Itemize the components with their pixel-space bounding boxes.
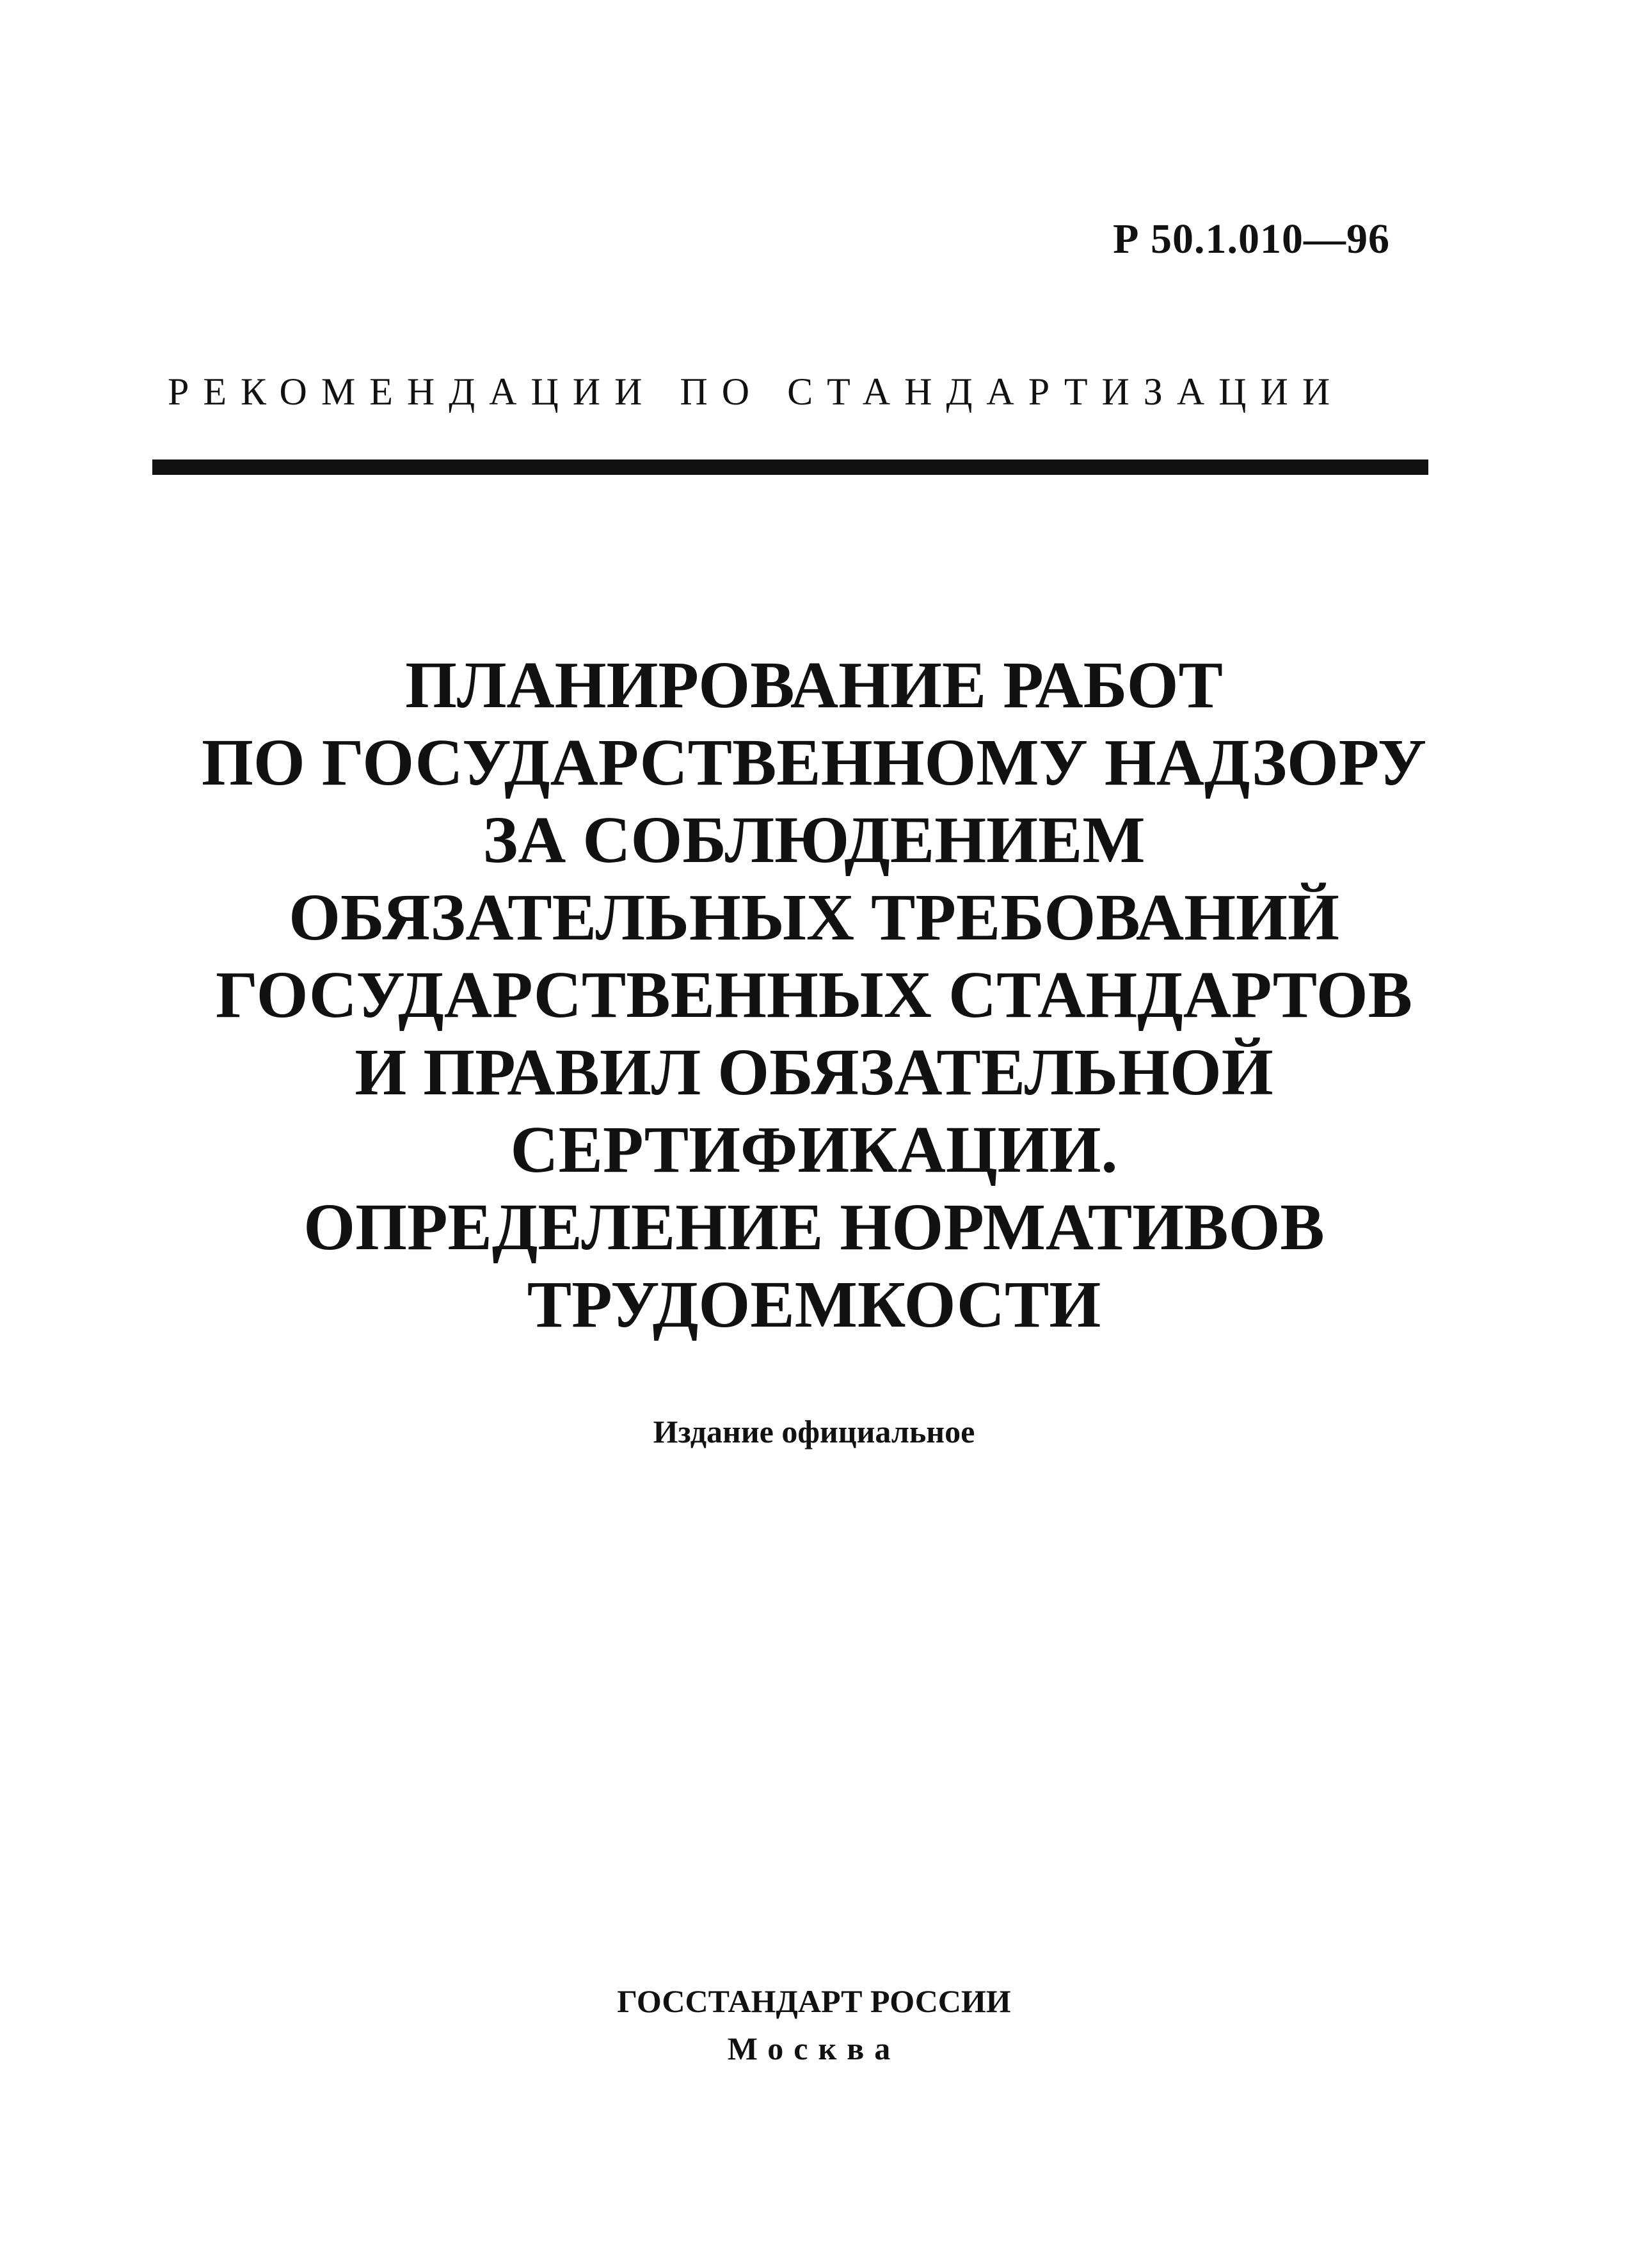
title-line: ГОСУДАРСТВЕННЫХ СТАНДАРТОВ — [216, 958, 1412, 1032]
title-line: ПО ГОСУДАРСТВЕННОМУ НАДЗОРУ — [201, 726, 1427, 799]
document-title — [128, 646, 1500, 1343]
publisher-name: ГОССТАНДАРТ РОССИИ — [617, 1983, 1011, 2019]
title-line: ОПРЕДЕЛЕНИЕ НОРМАТИВОВ — [303, 1190, 1325, 1264]
title-line: ОБЯЗАТЕЛЬНЫХ ТРЕБОВАНИЙ — [289, 881, 1339, 954]
title-line: ПЛАНИРОВАНИЕ РАБОТ — [405, 648, 1223, 722]
title-line: И ПРАВИЛ ОБЯЗАТЕЛЬНОЙ — [355, 1035, 1273, 1109]
edition-note: Издание официальное — [653, 1414, 975, 1449]
header-rule — [152, 459, 1428, 475]
document-code: Р 50.1.010—96 — [1113, 216, 1390, 262]
title-line: ЗА СОБЛЮДЕНИЕМ — [483, 803, 1145, 877]
publisher-city: Москва — [727, 2031, 901, 2066]
series-heading: РЕКОМЕНДАЦИИ ПО СТАНДАРТИЗАЦИИ — [168, 371, 1345, 413]
title-line: СЕРТИФИКАЦИИ. — [510, 1113, 1118, 1186]
title-line: ТРУДОЕМКОСТИ — [527, 1268, 1101, 1341]
